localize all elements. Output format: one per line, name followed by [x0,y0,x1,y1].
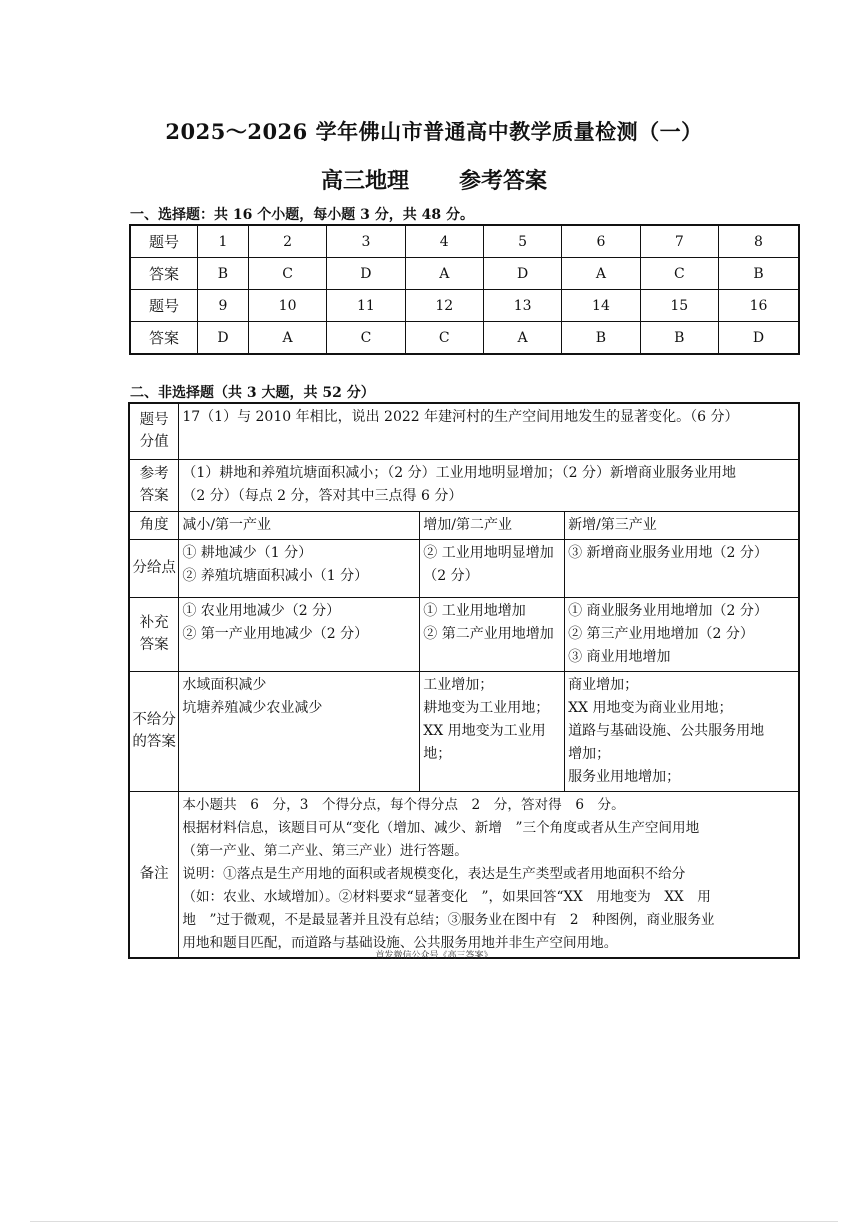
answer-letter: C [327,322,405,355]
no-score-label [129,671,179,791]
no-score-tertiary [565,671,799,791]
question-number: 4 [405,225,483,258]
question-row [129,403,799,459]
question-number: 6 [562,225,640,258]
supplement-primary [179,597,420,671]
supplement-label-line: 答案 [139,637,169,653]
no-score-item: 地； [423,745,452,762]
remark-line: 根据材料信息，该题目可从“变化（增加、减少、新增 ”三个角度或者从生产空间用地 [182,819,700,836]
point-item: ③ 新增商业服务业用地（2 分） [568,544,768,561]
point-item: （2 分） [423,567,479,584]
supplement-row [129,597,799,671]
question-number: 8 [718,225,799,258]
answer-letter: A [405,258,483,290]
reference-answer [179,459,799,511]
answer-letter: D [718,322,799,355]
question-number: 14 [562,290,640,322]
question-number: 1 [198,225,249,258]
no-score-item: XX 用地变为商业业用地； [568,699,733,716]
section1-heading: 一、选择题：共 16 个小题，每小题 3 分，共 48 分。 [130,207,474,223]
no-score-row [129,671,799,791]
question-number-label: 题号 [130,225,198,258]
point-item: ② 工业用地明显增加 [423,544,554,561]
answer-label: 答案 [130,322,198,355]
score-label-line: 分值 [139,434,169,451]
reference-line: （2 分）（每点 2 分，答对其中三点得 6 分） [182,487,463,504]
remark-line: 用地和题目匹配，而道路与基础设施、公共服务用地并非生产空间用地。 [182,934,618,951]
answer-letter: A [248,322,326,355]
supplement-item: ① 商业服务业用地增加（2 分） [568,602,768,619]
answer-letter: D [483,258,561,290]
answer-label: 答案 [130,258,198,290]
point-item: ② 养殖坑塘面积减小（1 分） [182,567,369,584]
subject-label: 高三地理 [320,168,409,194]
question-text [179,403,799,459]
reference-label [129,459,179,511]
remarks-row [129,791,799,958]
no-score-item: 工业增加； [423,676,494,693]
answer-letter: D [198,322,249,355]
answer-letter: C [640,258,718,290]
remark-line: （第一产业、第二产业、第三产业）进行答题。 [182,842,468,859]
answer-label-line: 答案 [139,488,169,504]
answer-row [130,322,799,355]
question-number: 15 [640,290,718,322]
question-number-label: 题号 [130,290,198,322]
supplement-item: ① 工业用地增加 [423,602,526,619]
multiple-choice-answer-table [129,224,800,355]
answer-row [130,258,799,290]
no-score-item: 商业增加； [568,676,639,693]
no-score-item: 耕地变为工业用地； [423,699,550,716]
question-number-row [130,225,799,258]
question-label-line: 题号 [139,412,169,429]
no-score-item: 服务业用地增加； [568,768,681,785]
answer-letter: B [718,258,799,290]
page-title: 2025～2026 学年佛山市普通高中教学质量检测（一） [165,119,703,144]
angle-label: 角度 [129,511,179,539]
question-number: 11 [327,290,405,322]
question-label [129,403,179,459]
question-number: 3 [327,225,405,258]
supplement-item: ② 第一产业用地减少（2 分） [182,625,369,642]
answer-letter: D [327,258,405,290]
angle-tertiary: 新增/第三产业 [565,511,799,539]
question-number: 16 [718,290,799,322]
points-tertiary [565,539,799,597]
reference-row [129,459,799,511]
points-primary [179,539,420,597]
supplement-item: ② 第二产业用地增加 [423,625,554,642]
section2-heading: 二、非选择题（共 3 大题，共 52 分） [130,385,375,401]
no-score-item: 坑塘养殖减少农业减少 [182,699,323,716]
reference-label-line: 参考 [139,466,169,482]
supplement-label-line: 补充 [139,615,169,631]
no-score-item: 水域面积减少 [182,676,267,693]
no-score-item: XX 用地变为工业用 [423,722,546,739]
no-score-label-line: 的答案 [132,734,176,750]
doc-type-label: 参考答案 [459,168,548,194]
non-choice-answer-table [128,402,800,959]
reference-line: （1）耕地和养殖坑塘面积减小；（2 分）工业用地明显增加；（2 分）新增商业服务业用地 [182,464,736,481]
supplement-item: ③ 商业用地增加 [568,648,671,665]
no-score-primary [179,671,420,791]
supplement-secondary [420,597,565,671]
question-text-content: 17（1）与 2010 年相比，说出 2022 年建河村的生产空间用地发生的显著变化。（6 分） [182,409,739,425]
no-score-label-line: 不给分 [132,712,176,728]
supplement-item: ② 第三产业用地增加（2 分） [568,625,754,642]
remark-line: 说明：①落点是生产用地的面积或者规模变化，表达是生产类型或者用地面积不给分 [182,865,686,882]
remark-line: 本小题共 6 分，3 个得分点，每个得分点 2 分，答对得 6 分。 [182,796,625,813]
question-number: 12 [405,290,483,322]
points-row [129,539,799,597]
remarks-label: 备注 [129,791,179,958]
question-number: 10 [248,290,326,322]
question-number: 2 [248,225,326,258]
question-number: 13 [483,290,561,322]
answer-letter: A [483,322,561,355]
angle-row [129,511,799,539]
no-score-secondary [420,671,565,791]
point-item: ① 耕地减少（1 分） [182,544,313,561]
angle-primary: 减小/第一产业 [179,511,420,539]
angle-secondary: 增加/第二产业 [420,511,565,539]
page-subtitle [0,164,868,195]
question-number: 7 [640,225,718,258]
remark-line: （如：农业、水域增加）。②材料要求“显著变化 ”，如果回答“XX 用地变为 XX 用 [182,888,711,905]
question-number-row [130,290,799,322]
no-score-item: 增加； [568,745,611,762]
answer-letter: B [198,258,249,290]
question-number: 5 [483,225,561,258]
question-number: 9 [198,290,249,322]
supplement-item: ① 农业用地减少（2 分） [182,602,341,619]
answer-letter: A [562,258,640,290]
points-secondary [420,539,565,597]
page-bottom-divider [30,1221,838,1222]
answer-letter: B [562,322,640,355]
answer-letter: B [640,322,718,355]
answer-letter: C [405,322,483,355]
supplement-tertiary [565,597,799,671]
remark-line: 地 ”过于微观，不是最显著并且没有总结；③服务业在图中有 2 种图例，商业服务业 [182,911,715,928]
points-label: 分给点 [129,539,179,597]
supplement-label [129,597,179,671]
answer-letter: C [248,258,326,290]
footer-note: 首发微信公众号《高三答案》 [375,951,493,961]
no-score-item: 道路与基础设施、公共服务用地 [568,722,765,739]
remarks-text [179,791,799,958]
